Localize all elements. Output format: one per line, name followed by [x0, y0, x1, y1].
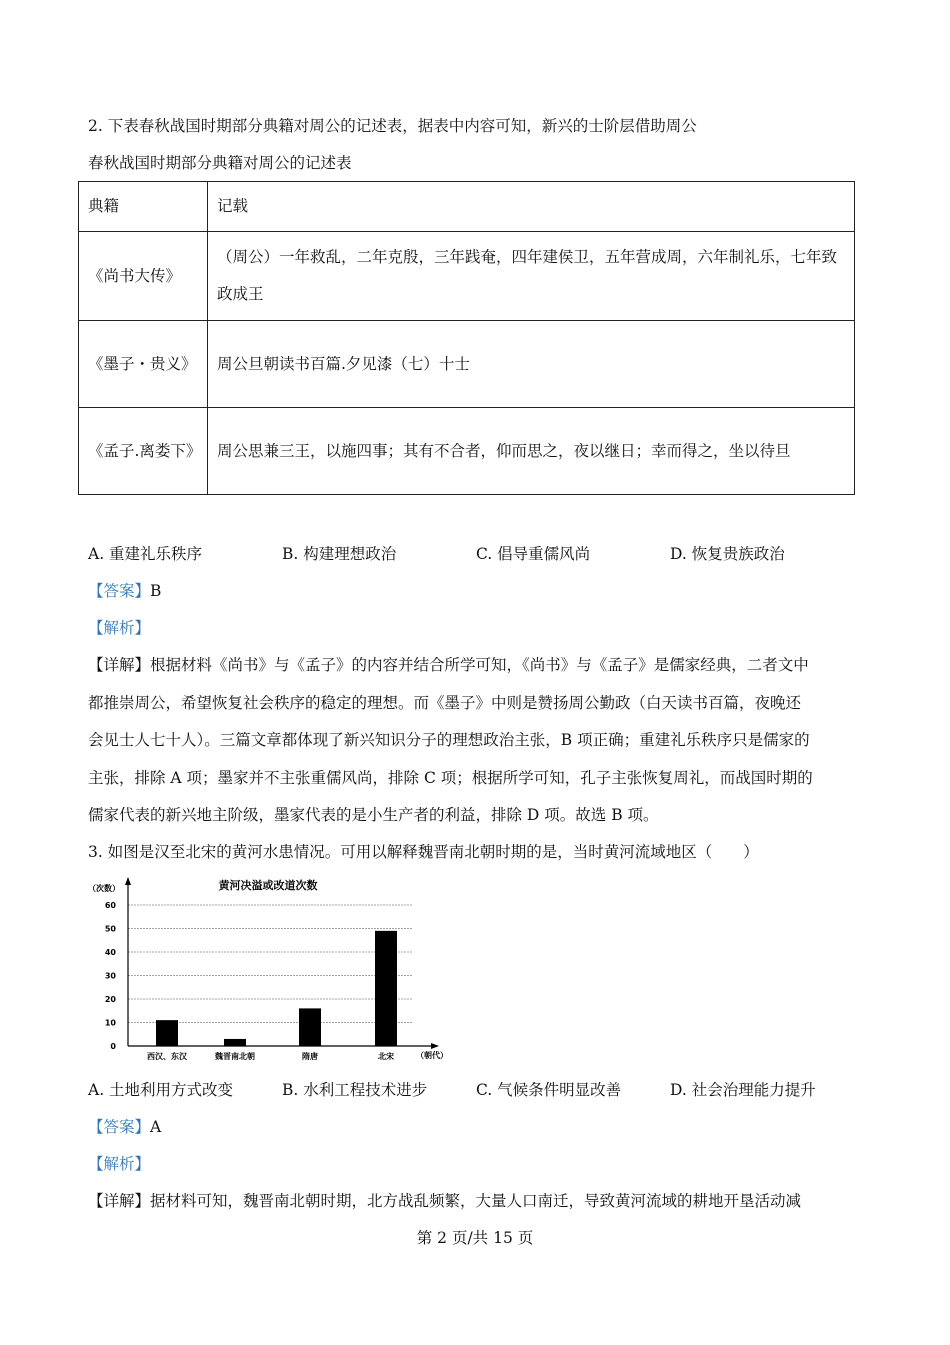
table-row	[79, 232, 855, 321]
detail-line: 会见士人七十人）。三篇文章都体现了新兴知识分子的理想政治主张，B 项正确；重建礼乐秩序只是儒家的	[88, 731, 810, 749]
detail-line: 主张，排除 A 项；墨家并不主张重儒风尚，排除 C 项；根据所学可知，孔子主张恢复周礼，而战国时期的	[88, 769, 813, 787]
record-cell: （周公）一年救乱，二年克殷，三年践奄，四年建侯卫，五年营成周，六年制礼乐，七年致政成王	[208, 232, 855, 321]
q2-option-c: C. 倡导重儒风尚	[476, 545, 591, 563]
detail-line: 儒家代表的新兴地主阶级，墨家代表的是小生产者的利益，排除 D 项。故选 B 项。	[88, 806, 659, 824]
y-axis-arrow	[125, 877, 131, 885]
yellow-river-chart	[88, 873, 453, 1068]
header-record: 记载	[208, 182, 855, 232]
table-row	[79, 321, 855, 408]
q2-answer	[88, 581, 161, 601]
q3-option-c: C. 气候条件明显改善	[476, 1081, 622, 1099]
q3-option-d: D. 社会治理能力提升	[670, 1081, 816, 1099]
answer-value: B	[150, 582, 162, 600]
answer-label: 【答案】	[88, 1118, 151, 1136]
table-header-row	[79, 182, 855, 232]
q3-option-b: B. 水利工程技术进步	[282, 1081, 428, 1099]
chart-title: 黄河决溢或改道次数	[218, 879, 318, 892]
bar-西汉、东汉	[156, 1020, 178, 1046]
header-book: 典籍	[79, 182, 208, 232]
record-cell: 周公思兼三王，以施四事；其有不合者，仰而思之，夜以继日；幸而得之，坐以待旦	[208, 408, 855, 495]
book-cell: 《孟子.离娄下》	[79, 408, 208, 495]
analysis-label: 【解析】	[88, 619, 151, 637]
x-axis-arrow	[431, 1043, 439, 1049]
bar-隋唐	[299, 1008, 321, 1046]
detail-line	[88, 1191, 801, 1211]
x-tick-label: 北宋	[378, 1052, 394, 1061]
detail-label: 【详解】	[88, 1192, 151, 1210]
x-tick-label: 西汉、东汉	[147, 1052, 187, 1061]
zhougong-table	[78, 181, 855, 495]
page-footer: 第 2 页/共 15 页	[416, 1229, 534, 1247]
x-axis-label: （朝代）	[416, 1051, 448, 1060]
q3-answer	[88, 1117, 161, 1137]
y-tick-label: 20	[104, 995, 116, 1004]
q2-stem: 2. 下表春秋战国时期部分典籍对周公的记述表，据表中内容可知，新兴的士阶层借助周公	[88, 117, 697, 135]
q3-stem: 3. 如图是汉至北宋的黄河水患情况。可用以解释魏晋南北朝时期的是，当时黄河流域地区（ ）	[88, 843, 759, 861]
y-tick-label: 60	[104, 901, 116, 910]
q2-option-b: B. 构建理想政治	[282, 545, 397, 563]
y-tick-label: 50	[104, 924, 116, 934]
table-row	[79, 408, 855, 495]
x-tick-label: 隋唐	[302, 1052, 318, 1061]
table-title: 春秋战国时期部分典籍对周公的记述表	[88, 154, 352, 172]
record-cell: 周公旦朝读书百篇.夕见漆（七）十士	[208, 321, 855, 408]
bar-魏晋南北朝	[224, 1039, 246, 1046]
detail-line	[88, 655, 809, 675]
detail-text: 据材料可知，魏晋南北朝时期，北方战乱频繁，大量人口南迁，导致黄河流域的耕地开垦活动减	[150, 1192, 802, 1210]
analysis-label: 【解析】	[88, 1155, 151, 1173]
y-axis-label: （次数）	[88, 884, 120, 893]
y-tick-label: 10	[104, 1018, 116, 1028]
y-tick-label: 40	[104, 948, 116, 957]
book-cell: 《尚书大传》	[79, 232, 208, 321]
q2-option-d: D. 恢复贵族政治	[670, 545, 785, 563]
answer-label: 【答案】	[88, 582, 151, 600]
detail-label: 【详解】	[88, 656, 151, 674]
x-tick-label: 魏晋南北朝	[215, 1052, 255, 1061]
bar-北宋	[375, 931, 397, 1046]
q3-option-a: A. 土地利用方式改变	[88, 1081, 234, 1099]
detail-text: 根据材料《尚书》与《孟子》的内容并结合所学可知，《尚书》与《孟子》是儒家经典，二者文中	[150, 656, 809, 674]
detail-line: 都推崇周公，希望恢复社会秩序的稳定的理想。而《墨子》中则是赞扬周公勤政（白天读书百篇，夜晚还	[88, 694, 802, 712]
y-tick-label: 30	[104, 971, 116, 981]
q2-option-a: A. 重建礼乐秩序	[88, 545, 203, 563]
answer-value: A	[150, 1118, 162, 1136]
y-tick-label: 0	[110, 1042, 116, 1051]
book-cell: 《墨子・贵义》	[79, 321, 208, 408]
